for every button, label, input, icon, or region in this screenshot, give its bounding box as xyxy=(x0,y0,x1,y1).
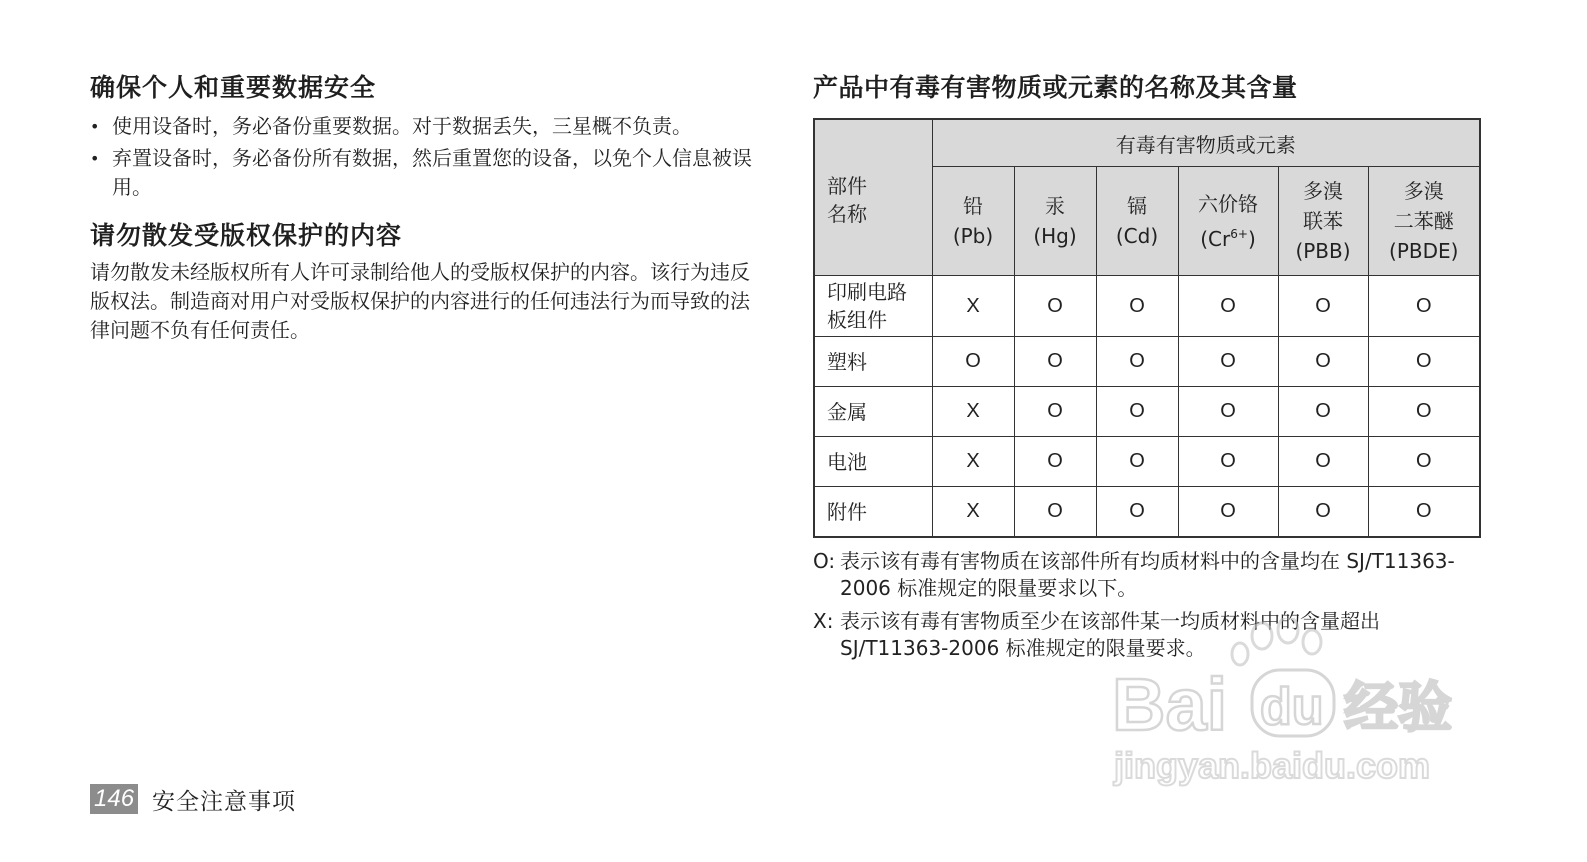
table-cell: X xyxy=(932,437,1014,487)
table-cell: O xyxy=(1096,437,1178,487)
table-row xyxy=(814,276,1480,337)
table-cell: O xyxy=(1096,276,1178,337)
table-cell: O xyxy=(1096,387,1178,437)
row-label: 附件 xyxy=(814,487,932,538)
left-column xyxy=(90,70,760,345)
row-label: 金属 xyxy=(814,387,932,437)
right-column xyxy=(813,70,1479,668)
bullet-list xyxy=(90,112,760,202)
svg-text:du: du xyxy=(1260,678,1324,736)
table-cell: O xyxy=(1278,487,1368,538)
bullet-item: • 使用设备时，务必备份重要数据。对于数据丢失，三星概不负责。 xyxy=(90,112,760,141)
table-cell: O xyxy=(1014,437,1096,487)
table-cell: O xyxy=(1178,387,1278,437)
table-cell: O xyxy=(1368,276,1480,337)
table-cell: O xyxy=(1178,337,1278,387)
table-row xyxy=(814,387,1480,437)
row-label: 塑料 xyxy=(814,337,932,387)
table-cell: O xyxy=(1368,437,1480,487)
table-row xyxy=(814,487,1480,538)
note-text: 表示该有毒有害物质至少在该部件某一均质材料中的含量超出 SJ/T11363-2006 标准规定的限量要求。 xyxy=(840,609,1380,660)
column-header-lead: 铅 (Pb) xyxy=(932,167,1014,276)
bullet-item: • 弃置设备时，务必备份所有数据，然后重置您的设备，以免个人信息被误用。 xyxy=(90,144,760,202)
part-name-header: 部件 名称 xyxy=(814,119,932,276)
table-row xyxy=(814,337,1480,387)
substance-group-header: 有毒有害物质或元素 xyxy=(932,119,1480,167)
column-header-cadmium: 镉 (Cd) xyxy=(1096,167,1178,276)
row-label: 印刷电路 板组件 xyxy=(814,276,932,337)
table-cell: O xyxy=(1014,276,1096,337)
svg-text:Bai: Bai xyxy=(1112,663,1228,746)
table-cell: X xyxy=(932,487,1014,538)
column-header-chromium: 六价铬 $(Cr^{6+})$ xyxy=(1178,167,1278,276)
column-header-pbde: 多溴 二苯醚 (PBDE) xyxy=(1368,167,1480,276)
table-cell: O xyxy=(1368,337,1480,387)
table-cell: O xyxy=(1014,337,1096,387)
table-cell: O xyxy=(1014,487,1096,538)
section-data-safety xyxy=(90,70,760,202)
table-cell: O xyxy=(1368,487,1480,538)
table-cell: O xyxy=(1096,337,1178,387)
note-o xyxy=(813,548,1479,602)
svg-text:经验: 经验 xyxy=(1344,676,1452,739)
table-heading: 产品中有毒有害物质或元素的名称及其含量 xyxy=(813,73,1298,102)
table-cell: O xyxy=(1014,387,1096,437)
note-text: 表示该有毒有害物质在该部件所有均质材料中的含量均在 SJ/T11363-2006 标准规定的限量要求以下。 xyxy=(840,549,1455,600)
footer-section-title: 安全注意事项 xyxy=(152,788,297,815)
section-heading: 请勿散发受版权保护的内容 xyxy=(90,221,403,250)
table-cell: O xyxy=(1278,437,1368,487)
row-label: 电池 xyxy=(814,437,932,487)
svg-text:jingyan.baidu.com: jingyan.baidu.com xyxy=(1114,745,1431,786)
section-paragraph: 请勿散发未经版权所有人许可录制给他人的受版权保护的内容。该行为违反版权法。制造商对用户对受版权保护的内容进行的任何违法行为而导致的法律问题不负有任何责任。 xyxy=(90,260,750,342)
column-header-mercury: 汞 (Hg) xyxy=(1014,167,1096,276)
table-cell: O xyxy=(1278,387,1368,437)
table-cell: O xyxy=(1278,276,1368,337)
column-header-pbb: 多溴 联苯 (PBB) xyxy=(1278,167,1368,276)
table-cell: O xyxy=(1178,437,1278,487)
table-cell: O xyxy=(1368,387,1480,437)
table-cell: O xyxy=(1178,487,1278,538)
table-cell: O xyxy=(1178,276,1278,337)
section-heading: 确保个人和重要数据安全 xyxy=(90,73,377,102)
table-cell: O xyxy=(1096,487,1178,538)
table-cell: X xyxy=(932,276,1014,337)
note-key: X: xyxy=(813,609,834,633)
hazardous-substances-table xyxy=(813,118,1481,538)
table-cell: O xyxy=(932,337,1014,387)
table-row xyxy=(814,437,1480,487)
table-cell: X xyxy=(932,387,1014,437)
note-key: O: xyxy=(813,549,836,573)
section-copyright xyxy=(90,218,760,345)
baidu-watermark-logo xyxy=(1112,618,1482,788)
table-cell: O xyxy=(1278,337,1368,387)
page-footer xyxy=(90,784,296,814)
page-number: 146 xyxy=(90,784,138,814)
